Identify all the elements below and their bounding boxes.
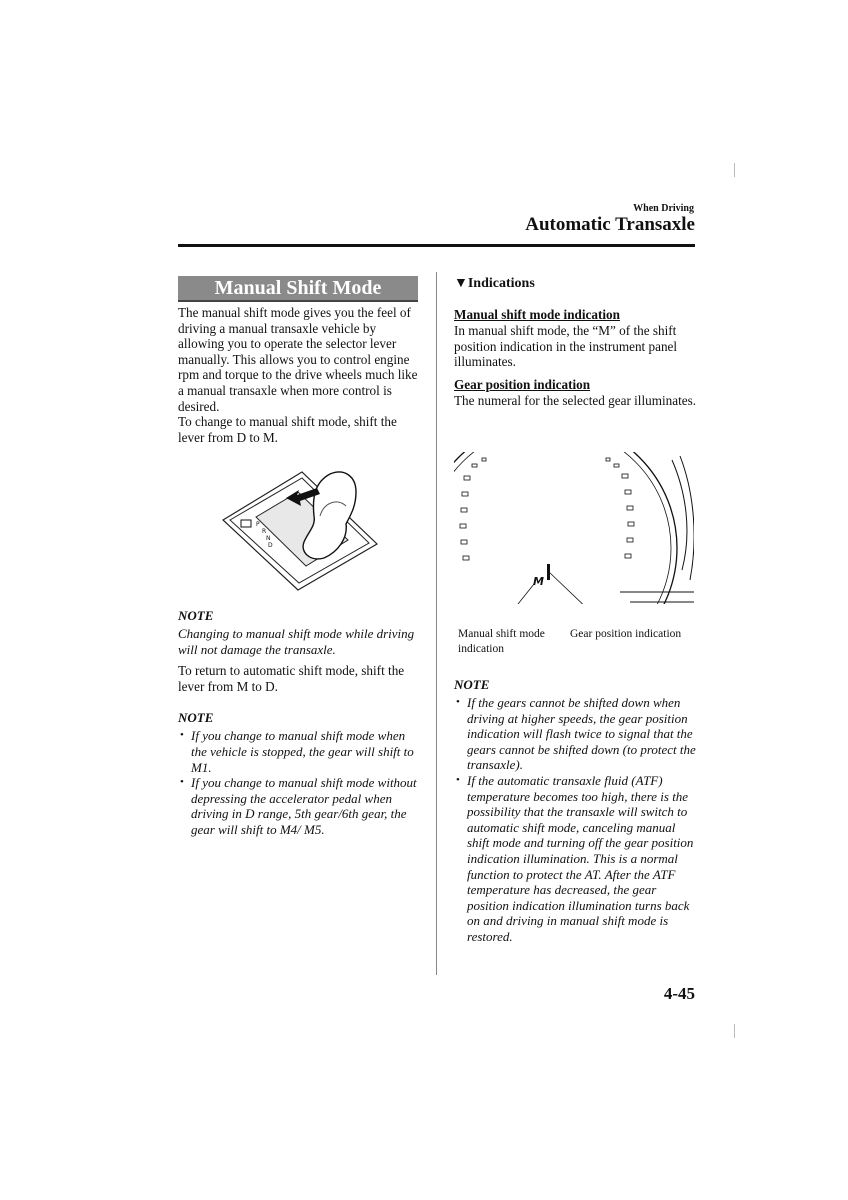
note-1-title: NOTE bbox=[178, 608, 214, 623]
caption-manual-shift: Manual shift mode indication bbox=[458, 628, 545, 655]
shift-lever-illustration bbox=[220, 462, 380, 592]
return-instruction: To return to automatic shift mode, shift the lever from M to D. bbox=[178, 663, 405, 694]
section-banner: Manual Shift Mode bbox=[178, 276, 418, 302]
note-3-title: NOTE bbox=[454, 677, 490, 692]
svg-text:D: D bbox=[268, 542, 273, 549]
change-instruction: To change to manual shift mode, shift the lever from D to M. bbox=[178, 414, 397, 445]
note-3-item: • If the automatic transaxle fluid (ATF) temperature becomes too high, there is the possibility that the transaxle will switch to automatic shift mode, canceling manual shift mode and turning off the gear position indication illumination. This is a normal function to protect the AT. After the ATF temperature has decreased, the gear position indication illumination turns back on and driving in manual shift mode is restored. bbox=[454, 773, 699, 945]
instrument-cluster-illustration bbox=[454, 452, 694, 622]
gauge-m-label: M bbox=[533, 575, 544, 588]
svg-text:R: R bbox=[262, 528, 267, 535]
intro-paragraph: The manual shift mode gives you the feel of driving a manual transaxle vehicle by allowing you to operate the selector lever manually. This allows you to control engine rpm and torque to the drive wheels much like a manual transaxle when more control is desired. bbox=[178, 305, 418, 414]
note-1-text: Changing to manual shift mode while driving will not damage the transaxle. bbox=[178, 626, 415, 657]
msm-heading: Manual shift mode indication bbox=[454, 307, 620, 322]
margin-tick-bottom bbox=[734, 1024, 735, 1038]
triangle-down-icon: ▼ bbox=[454, 276, 468, 291]
note-2-item: • If you change to manual shift mode without depressing the accelerator pedal when driving in D range, 5th gear/6th gear, the gear will shift to M4/ M5. bbox=[178, 775, 423, 837]
column-divider bbox=[436, 272, 437, 975]
gp-heading: Gear position indication bbox=[454, 376, 591, 392]
indications-title: Indications bbox=[467, 276, 535, 291]
page-number: 4-45 bbox=[663, 984, 695, 1003]
gp-text: The numeral for the selected gear illuminates. bbox=[454, 392, 697, 408]
left-column-upper bbox=[178, 305, 420, 445]
note-3-item: • If the gears cannot be shifted down when driving at higher speeds, the gear position indication will flash twice to signal that the gears cannot be shifted down (to protect the transaxle). bbox=[454, 695, 699, 773]
chapter-title: Automatic Transaxle bbox=[525, 214, 695, 235]
note-2-title: NOTE bbox=[178, 710, 214, 726]
section-label: When Driving bbox=[633, 203, 694, 214]
margin-tick-top bbox=[734, 163, 735, 177]
svg-text:P: P bbox=[256, 521, 260, 528]
note-2-item: • If you change to manual shift mode when the vehicle is stopped, the gear will shift to M1. bbox=[178, 728, 423, 775]
indications-heading bbox=[454, 276, 699, 292]
right-column-lower bbox=[454, 677, 699, 945]
left-column-lower bbox=[178, 608, 423, 838]
note-3-list bbox=[454, 695, 699, 945]
header-rule bbox=[178, 244, 695, 247]
caption-gear-position: Gear position indication bbox=[570, 628, 682, 640]
msm-text: In manual shift mode, the “M” of the shift position indication in the instrument panel illuminates. bbox=[454, 323, 678, 370]
note-2-list bbox=[178, 728, 423, 837]
svg-text:N: N bbox=[266, 535, 271, 542]
right-column-upper bbox=[454, 276, 699, 408]
